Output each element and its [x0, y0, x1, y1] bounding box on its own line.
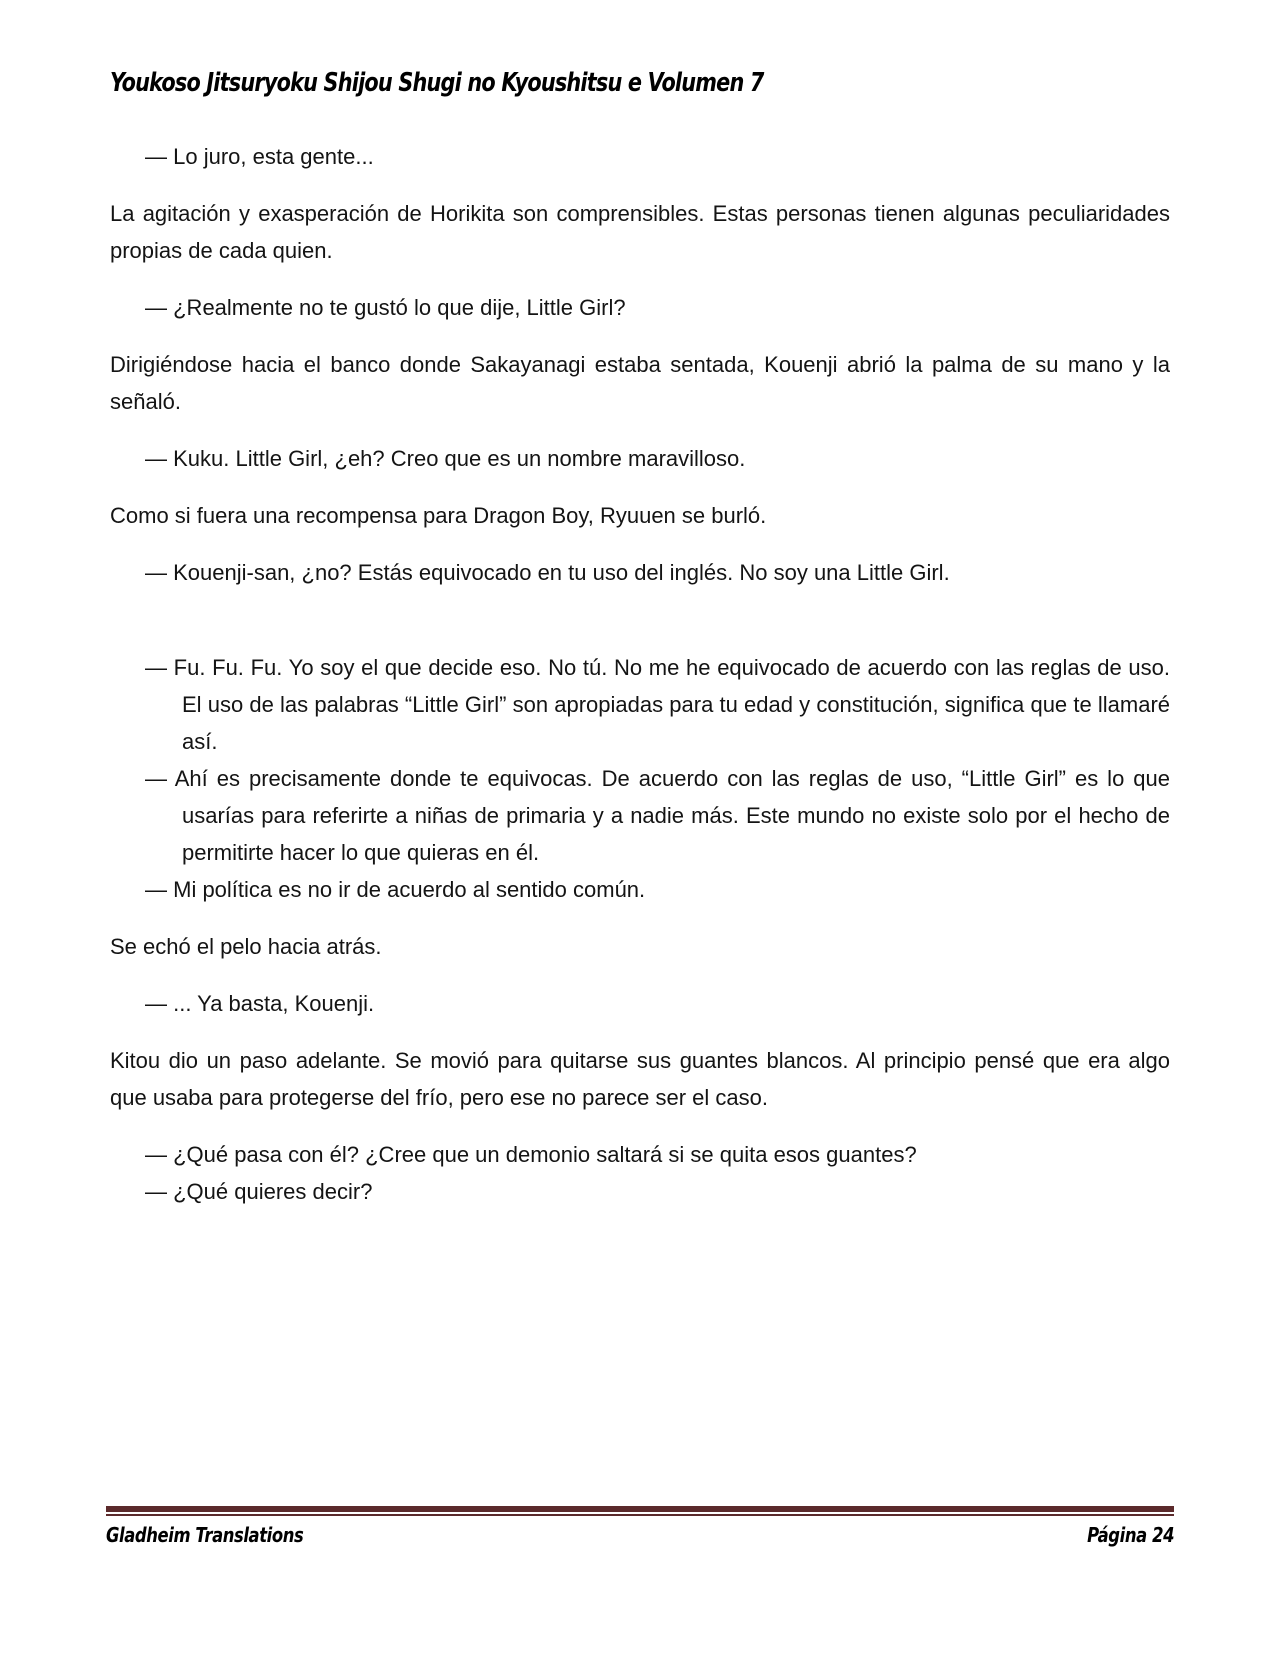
narration-paragraph: Kitou dio un paso adelante. Se movió para quitarse sus guantes blancos. Al principio pensé que era algo que usaba para protegerse del frío, pero ese no parece ser el caso. — [110, 1048, 1170, 1110]
narration-paragraph: La agitación y exasperación de Horikita son comprensibles. Estas personas tienen algunas peculiaridades propias de cada quien. — [110, 201, 1170, 263]
footer-page-number: Página 24 — [1087, 1523, 1174, 1547]
page-content — [110, 68, 1170, 1230]
narration-paragraph: Como si fuera una recompensa para Dragon Boy, Ryuuen se burló. — [110, 503, 767, 528]
page-footer — [106, 1506, 1174, 1547]
dialogue-line: — Fu. Fu. Fu. Yo soy el que decide eso. No tú. No me he equivocado de acuerdo con las reglas de uso. El uso de las palabras “Little Girl” son apropiadas para tu edad y constitución, significa que te llamaré así. — [145, 655, 1170, 754]
dialogue-line: — Ahí es precisamente donde te equivocas. De acuerdo con las reglas de uso, “Little Girl” es lo que usarías para referirte a niñas de primaria y a nadie más. Este mundo no existe solo por el hecho de permitirte hacer lo que quieras en él. — [145, 766, 1170, 865]
footer-rule-thick — [106, 1506, 1174, 1512]
dialogue-line: — ¿Realmente no te gustó lo que dije, Little Girl? — [145, 295, 626, 320]
body-text — [110, 138, 1170, 1210]
footer-row — [106, 1523, 1174, 1547]
dialogue-line: — ¿Qué pasa con él? ¿Cree que un demonio saltará si se quita esos guantes? — [145, 1142, 917, 1167]
page-header-title: Youkoso Jitsuryoku Shijou Shugi no Kyoushitsu e Volumen 7 — [110, 68, 764, 98]
dialogue-line: — Kouenji-san, ¿no? Estás equivocado en tu uso del inglés. No soy una Little Girl. — [145, 560, 950, 585]
narration-paragraph: Dirigiéndose hacia el banco donde Sakayanagi estaba sentada, Kouenji abrió la palma de su mano y la señaló. — [110, 352, 1170, 414]
dialogue-line: — ¿Qué quieres decir? — [145, 1179, 373, 1204]
footer-translator-credit: Gladheim Translations — [106, 1523, 304, 1547]
dialogue-line: — Kuku. Little Girl, ¿eh? Creo que es un nombre maravilloso. — [145, 446, 746, 471]
dialogue-line: — ... Ya basta, Kouenji. — [145, 991, 375, 1016]
dialogue-line: — Mi política es no ir de acuerdo al sentido común. — [145, 877, 646, 902]
footer-rule-thin — [106, 1514, 1174, 1516]
dialogue-line: — Lo juro, esta gente... — [145, 144, 374, 169]
narration-paragraph: Se echó el pelo hacia atrás. — [110, 934, 382, 959]
